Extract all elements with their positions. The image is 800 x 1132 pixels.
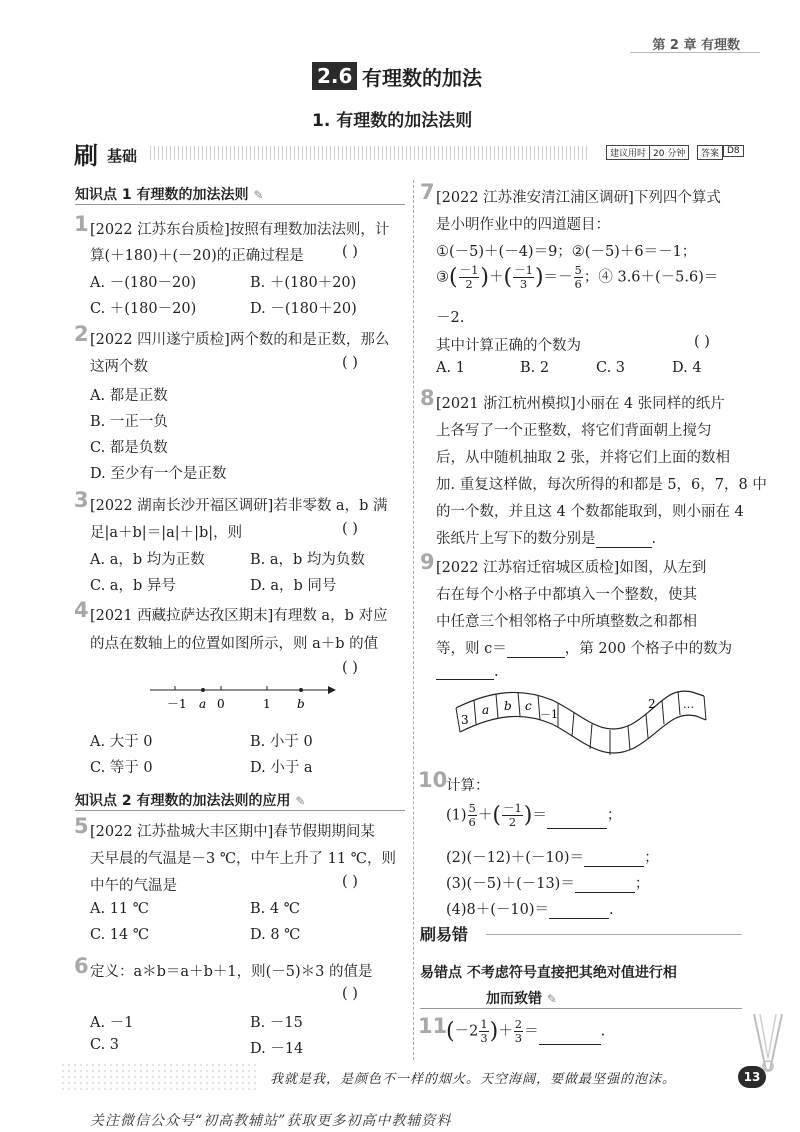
question-text: 其中计算正确的个数为 <box>436 338 581 354</box>
paren-open: ( <box>449 265 458 290</box>
time-value: 20 分钟 <box>649 145 689 160</box>
question-text: －2. <box>436 310 465 326</box>
number-line-figure <box>140 680 340 714</box>
numerator: 2 <box>514 1017 523 1031</box>
option-b: B. 2 <box>520 360 550 376</box>
kp2-label: 知识点 2 有理数的加法法则的应用 <box>75 793 291 809</box>
question-text: 右在每个小格子中都填入一个整数，使其 <box>436 587 697 603</box>
cell-divider <box>496 694 498 718</box>
answer-paren: ( ) <box>342 986 358 1002</box>
point-a <box>201 688 205 692</box>
fraction <box>479 1018 488 1045</box>
tick-label-b: b <box>297 697 305 711</box>
numerator: －1 <box>514 263 533 277</box>
denominator: 3 <box>514 1031 523 1045</box>
calc-item-2 <box>446 846 659 867</box>
equation-tail: ；④ 3.6＋(－5.6)＝ <box>583 269 719 286</box>
brand-mark: 刷 <box>74 142 98 170</box>
answer-paren: ( ) <box>342 244 358 260</box>
option-c: C. 都是负数 <box>90 440 168 456</box>
question-number: 8 <box>420 386 435 410</box>
pencil-icon: ✎ <box>253 188 264 202</box>
numerator: 5 <box>574 263 582 277</box>
operator: ＋ <box>498 1023 513 1040</box>
calc-item-4 <box>446 898 614 919</box>
semicolon: ； <box>644 850 659 866</box>
question-text: [2021 浙江杭州模拟]小丽在 4 张同样的纸片 <box>436 396 725 412</box>
denominator: 6 <box>574 277 582 291</box>
cell-value: 2 <box>648 697 656 711</box>
question-text: [2022 江苏东台质检]按照有理数加法法则，计 <box>90 222 390 238</box>
operator: ＝ <box>532 807 547 824</box>
paren-open: ( <box>446 1019 455 1044</box>
question-text: 的一个数，并且这 4 个数都能取到，则小丽在 4 <box>436 504 744 520</box>
option-d: D. －14 <box>250 1041 304 1057</box>
question-text: [2022 湖南长沙开福区调研]若非零数 a，b 满 <box>90 498 388 514</box>
question-text: 足|a＋b|＝|a|＋|b|，则 <box>90 525 243 541</box>
option-a: A. a，b 均为正数 <box>90 552 205 568</box>
fraction <box>502 802 523 829</box>
knowledge-point-2 <box>75 790 305 810</box>
knowledge-point-1 <box>75 184 263 204</box>
question-text: 中任意三个相邻格子中所填整数之和都相 <box>436 614 697 630</box>
title-text: 加而致错 <box>486 991 542 1007</box>
numerator: －1 <box>459 263 479 277</box>
brand-sub: 基础 <box>107 147 138 165</box>
footer-dot-pattern <box>60 1062 260 1090</box>
denominator: 2 <box>465 277 473 291</box>
watermark-text: 关注微信公众号“初高教辅站”获取更多初高中教辅资料 <box>90 1113 452 1129</box>
question-text-part: 张纸片上写下的数分别是 <box>436 531 596 547</box>
strip-bottom-edge <box>460 715 706 753</box>
option-b: B. －15 <box>250 1015 303 1031</box>
period: . <box>651 531 657 547</box>
cell-divider <box>628 726 630 750</box>
question-text <box>436 664 499 680</box>
cell-value: 3 <box>461 713 469 727</box>
cell-divider <box>646 714 648 738</box>
number-line-arrow <box>328 686 336 694</box>
mixed-fraction-equation <box>446 1018 605 1045</box>
question-text-part: 等，则 c＝ <box>436 641 507 657</box>
option-d: D. 至少有一个是正数 <box>90 466 227 482</box>
subsection-title: 1. 有理数的加法法则 <box>312 111 473 131</box>
question-text: [2021 西藏拉萨达孜区期末]有理数 a，b 对应 <box>90 608 388 624</box>
option-a: A. －(180－20) <box>90 275 197 291</box>
question-text: [2022 江苏淮安清江浦区调研]下列四个算式 <box>436 190 721 206</box>
operator: ＝－ <box>543 269 573 286</box>
tick-label-minus1: －1 <box>167 697 187 711</box>
option-a: A. 大于 0 <box>90 734 153 750</box>
item-text: (3)(－5)＋(－13)＝ <box>446 876 575 892</box>
semicolon: ； <box>606 807 622 824</box>
question-text: 这两个数 <box>90 359 148 375</box>
fraction <box>459 264 480 291</box>
option-d: D. 8 ℃ <box>250 927 301 943</box>
kp1-label: 知识点 1 有理数的加法法则 <box>75 187 249 203</box>
section-title: 有理数的加法 <box>362 66 482 90</box>
point-b <box>299 688 303 692</box>
paren-close: ) <box>523 803 533 828</box>
chapter-header: 第 2 章 有理数 <box>652 38 740 53</box>
option-b: B. ＋(180＋20) <box>250 275 357 291</box>
answer-paren: ( ) <box>342 355 358 371</box>
operator: ＋ <box>489 269 504 286</box>
page-number: 13 <box>738 1066 766 1088</box>
option-c: C. a，b 异号 <box>90 578 176 594</box>
question-text: ①(－5)＋(－4)＝9；②(－5)＋6＝－1； <box>436 244 697 260</box>
paren-close: ) <box>489 1019 499 1044</box>
question-text: 定义：a＊b＝a＋b＋1，则(－5)＊3 的值是 <box>90 964 373 980</box>
column-divider <box>413 180 414 1060</box>
easy-error-rule <box>486 934 742 935</box>
question-text: 加. 重复这样做，每次所得的和都是 5，6，7，8 中 <box>436 477 767 493</box>
answer-paren: ( ) <box>342 660 358 676</box>
calc-item-1 <box>446 802 621 829</box>
option-d: D. 小于 a <box>250 760 313 776</box>
footer-slogan: 我就是我，是颜色不一样的烟火。天空海阔，要做最坚强的泡沫。 <box>270 1072 677 1087</box>
option-d: D. a，b 同号 <box>250 578 337 594</box>
fraction <box>513 264 534 291</box>
question-text: [2022 江苏盐城大丰区期中]春节假期期间某 <box>90 824 375 840</box>
question-number: 9 <box>420 550 435 574</box>
answer-blank <box>547 815 607 829</box>
question-text: 后，从中随机抽取 2 张，并将它们上面的数相 <box>436 450 730 466</box>
kp2-rule <box>75 810 405 811</box>
answer-blank-200 <box>436 666 494 680</box>
option-a: A. 都是正数 <box>90 388 168 404</box>
whole-part: －2 <box>454 1023 479 1040</box>
fraction-equation <box>436 264 718 291</box>
cell-value: … <box>683 698 694 711</box>
question-number: 3 <box>74 488 89 512</box>
cell-divider <box>678 691 680 715</box>
cell-divider <box>590 724 592 749</box>
denominator: 2 <box>508 815 517 829</box>
tick-label-a: a <box>199 697 207 711</box>
question-text: [2022 江苏宿迁宿城区质检]如图，从左到 <box>436 560 707 576</box>
kp1-rule <box>75 204 405 205</box>
period: . <box>609 902 614 918</box>
item-text: (4)8＋(－10)＝ <box>446 902 550 918</box>
numerator: 5 <box>468 801 476 815</box>
paren-open: ( <box>492 803 501 828</box>
answer-page: D8 <box>723 145 744 157</box>
question-number: 6 <box>74 954 89 978</box>
cell-value-a: a <box>482 703 490 717</box>
question-number: 10 <box>418 768 448 792</box>
question-text: 上各写了一个正整数，将它们背面朝上搅匀 <box>436 423 712 439</box>
period: . <box>494 664 499 680</box>
denominator: 6 <box>468 815 476 829</box>
numerator: 1 <box>480 1017 488 1031</box>
semicolon: ； <box>634 876 650 892</box>
time-label: 建议用时 <box>606 145 650 160</box>
question-number: 5 <box>74 814 89 838</box>
cell-value-b: b <box>504 699 512 713</box>
wave-strip-figure <box>452 680 712 760</box>
option-c: C. 14 ℃ <box>90 927 150 943</box>
item-text: (2)(－12)＋(－10)＝ <box>446 850 585 866</box>
fraction <box>514 1018 523 1045</box>
easy-error-title: 易错点 不考虑符号直接把其绝对值进行相 <box>420 965 677 981</box>
answer-paren: ( ) <box>694 334 710 350</box>
operator: ＝ <box>524 1023 539 1040</box>
option-b: B. 小于 0 <box>250 734 313 750</box>
answer-blank <box>596 534 652 548</box>
easy-error-brand: 刷易错 <box>420 925 469 944</box>
answer-blank <box>549 905 609 919</box>
answer-blank <box>575 879 635 893</box>
option-b: B. a，b 均为负数 <box>250 552 365 568</box>
answer-blank <box>539 1031 601 1045</box>
option-a: A. 1 <box>436 360 465 376</box>
question-text: 算(＋180)＋(－20)的正确过程是 <box>90 248 304 264</box>
option-c: C. 等于 0 <box>90 760 153 776</box>
answer-paren: ( ) <box>342 874 358 890</box>
option-c: C. 3 <box>90 1037 120 1053</box>
question-number: 2 <box>74 322 89 346</box>
section-number: 2.6 <box>312 62 357 90</box>
cell-divider <box>474 700 476 724</box>
question-text <box>436 527 656 548</box>
paren-close: ) <box>480 265 490 290</box>
header-rule <box>630 52 760 53</box>
question-text: 天早晨的气温是－3 ℃，中午上升了 11 ℃，则 <box>90 851 396 867</box>
cell-divider <box>518 692 520 716</box>
option-a: A. －1 <box>90 1015 134 1031</box>
tick-label-1: 1 <box>263 697 271 711</box>
pencil-icon: ✎ <box>546 992 557 1006</box>
brand-stripe <box>150 146 590 160</box>
question-text: 是小明作业中的四道题目： <box>436 217 610 233</box>
question-text: [2022 四川遂宁质检]两个数的和是正数，那么 <box>90 332 390 348</box>
option-d: D. 4 <box>672 360 702 376</box>
easy-error-title-cont <box>486 988 557 1008</box>
paren-open: ( <box>503 265 513 290</box>
cell-divider <box>572 712 574 736</box>
option-c: C. 3 <box>596 360 626 376</box>
fraction <box>468 802 477 829</box>
question-text: 计算： <box>446 778 490 794</box>
denominator: 3 <box>519 277 528 291</box>
answer-blank-c <box>507 644 565 658</box>
operator: ＋ <box>477 807 493 824</box>
cell-divider <box>662 700 664 724</box>
question-text: 的点在数轴上的位置如图所示，则 a＋b 的值 <box>90 636 379 652</box>
answer-label: 答案 <box>697 145 723 160</box>
cell-divider <box>456 708 460 732</box>
cell-divider <box>704 696 706 720</box>
answer-paren: ( ) <box>342 521 358 537</box>
option-b: B. 4 ℃ <box>250 901 300 917</box>
answer-blank <box>584 853 644 867</box>
period: . <box>600 1023 606 1040</box>
cell-value-c: c <box>525 699 532 713</box>
item-label: (1) <box>446 807 467 824</box>
question-number: 11 <box>418 1014 448 1038</box>
option-b: B. 一正一负 <box>90 414 168 430</box>
question-number: 4 <box>74 598 89 622</box>
fraction <box>574 264 583 291</box>
question-text: 中午的气温是 <box>90 878 177 894</box>
cell-value: －1 <box>540 708 558 721</box>
question-number: 1 <box>74 212 89 236</box>
numerator: －1 <box>502 801 522 815</box>
easy-error-underline <box>420 1008 742 1009</box>
tick-label-0: 0 <box>217 697 225 711</box>
question-number: 7 <box>420 180 435 204</box>
paren-close: ) <box>534 265 544 290</box>
question-text-part: ，第 200 个格子中的数为 <box>564 641 733 657</box>
pencil-icon: ✎ <box>295 794 306 808</box>
denominator: 3 <box>480 1031 488 1045</box>
option-a: A. 11 ℃ <box>90 901 149 917</box>
calc-item-3 <box>446 872 649 893</box>
option-c: C. ＋(180－20) <box>90 301 197 317</box>
circled-3: ③ <box>436 269 449 286</box>
question-text <box>436 637 732 658</box>
option-d: D. －(180＋20) <box>250 301 357 317</box>
